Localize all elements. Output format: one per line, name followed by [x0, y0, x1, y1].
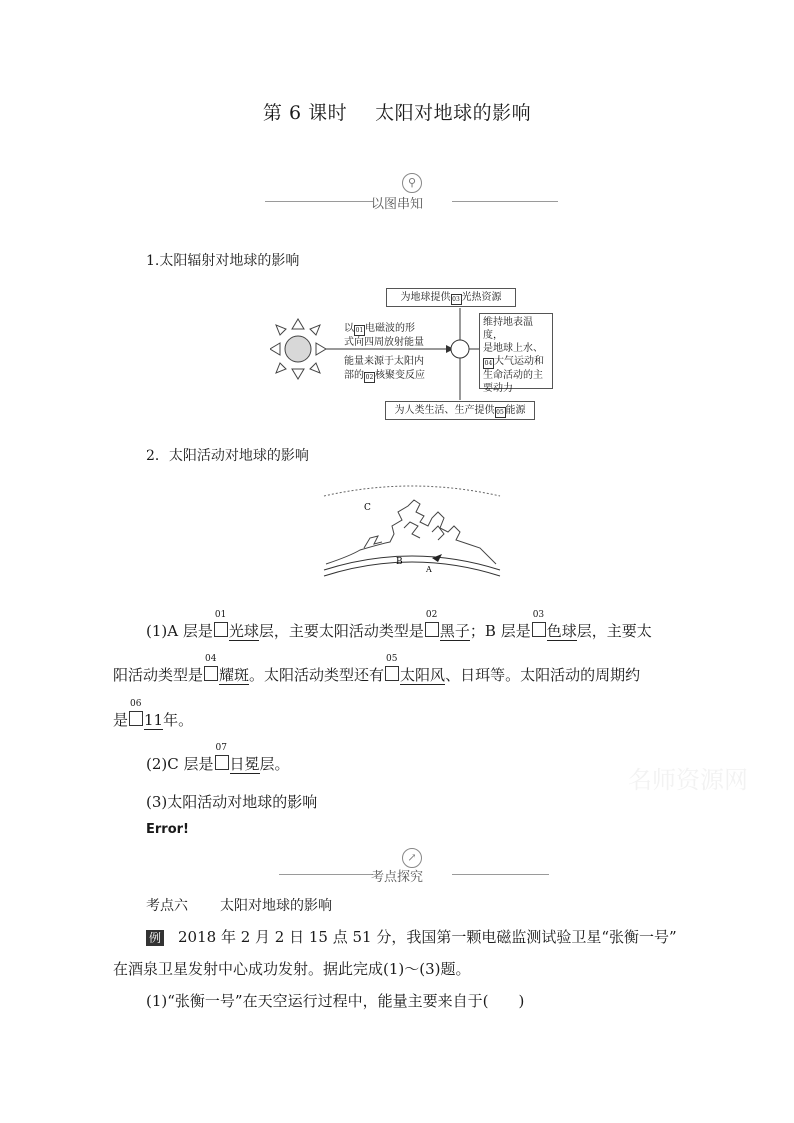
blank-box-04: 04: [204, 666, 218, 681]
blank-03: 03: [452, 296, 460, 303]
blank-box-03: 03: [532, 622, 546, 637]
title-text: 太阳对地球的影响: [375, 102, 532, 124]
blank-05: 05: [496, 409, 504, 416]
blank-02: 02: [365, 374, 374, 381]
top-box: 为地球提供 03 光热资源: [386, 288, 516, 307]
answer-01: 光球: [228, 622, 259, 640]
trend-icon: ↗: [402, 848, 422, 868]
error-text: Error!: [146, 822, 189, 837]
blank-01: 01: [355, 327, 364, 334]
q2-line: (2)C 层是 07 日冕层。: [146, 743, 290, 773]
section-header-map: 以图串知: [370, 197, 423, 212]
answer-06: 11: [144, 711, 164, 729]
q1-line2: 阳活动类型是 04 耀斑。太阳活动类型还有 05 太阳风、日珥等。太阳活动的周期约: [113, 654, 641, 684]
blank-box-05: 05: [385, 666, 399, 681]
bottom-box: 为人类生活、生产提供 05 能源: [385, 401, 535, 420]
right-box: 维持地表温度， 是地球上水、 04 大气运动和 生命活动的主 要动力: [479, 313, 553, 389]
q1-line1: (1)A 层是 01 光球层，主要太阳活动类型是 02 黑子；B 层是 03 色球层，主要太: [146, 610, 652, 640]
example-line2: 在酒泉卫星发射中心成功发射。据此完成(1)～(3)题。: [113, 960, 471, 978]
blank-04: 04: [484, 360, 493, 367]
answer-05: 太阳风: [400, 666, 446, 684]
title-lesson-number: 第 6 课时: [262, 102, 348, 124]
blank-box-07: 07: [215, 755, 229, 770]
answer-07: 日冕: [229, 755, 260, 773]
layer-label-c: C: [364, 503, 371, 513]
layer-label-b: B: [396, 557, 403, 567]
kaodian-heading: 考点六 太阳对地球的影响: [146, 898, 332, 914]
sun-atmosphere-diagram: [320, 482, 504, 577]
example-line1: 例 2018 年 2 月 2 日 15 点 51 分，我国第一颗电磁监测试验卫星“张衡一号”: [146, 926, 677, 947]
blank-box-06: 06: [129, 711, 143, 726]
left-annotation-bottom: 能量来源于太阳内 部的 02 核聚变反应: [344, 356, 425, 381]
page-title: [0, 98, 794, 125]
blank-box-01: 01: [214, 622, 228, 637]
sun-icon: [270, 319, 326, 379]
answer-02: 黑子: [439, 622, 470, 640]
q3-line: (3)太阳活动对地球的影响: [146, 793, 318, 811]
location-pin-icon: ⚲: [402, 173, 422, 193]
layer-label-a: A: [426, 565, 432, 574]
section-header-kaodian: 考点探究: [370, 870, 423, 885]
answer-04: 耀斑: [219, 666, 250, 684]
part2-heading: 2．太阳活动对地球的影响: [146, 448, 309, 464]
example-tag: 例: [146, 930, 164, 946]
blank-box-02: 02: [425, 622, 439, 637]
left-annotation-top: 以 01 电磁波的形 式向四周放射能量: [344, 323, 424, 348]
watermark: 名师资源网: [628, 766, 748, 794]
part1-heading: 1.太阳辐射对地球的影响: [146, 253, 300, 269]
example-question1: (1)“张衡一号”在天空运行过程中，能量主要来自于( ): [146, 992, 525, 1010]
answer-03: 色球: [546, 622, 577, 640]
q1-line3: 是 06 11年。: [113, 699, 194, 729]
